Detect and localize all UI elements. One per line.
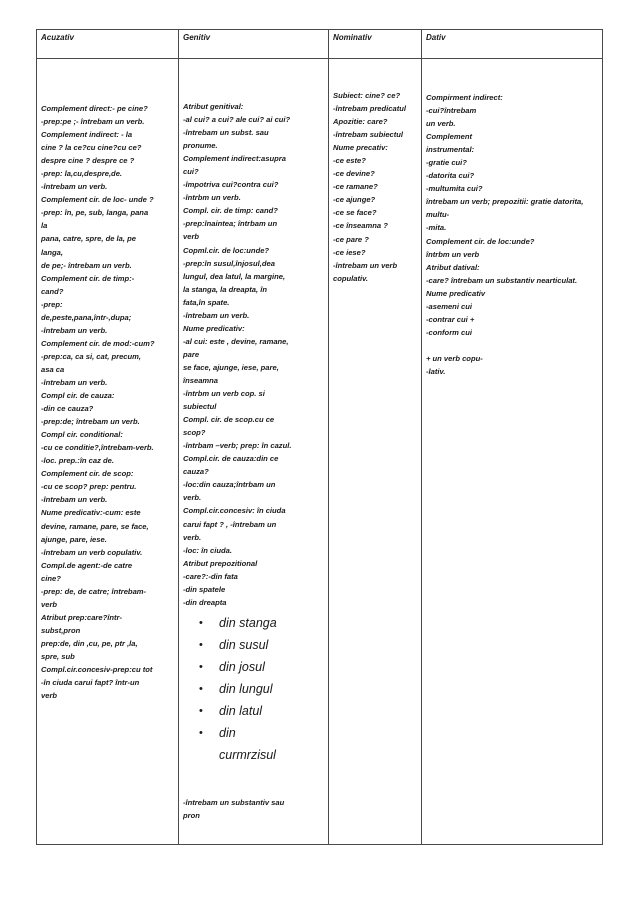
col2-line: Atribut genitival: [183, 102, 244, 111]
col1-line: -prep:pe ;- întrebam un verb. [41, 117, 145, 127]
col2-line: -întrbam –verb; prep: în cazul. [183, 441, 292, 451]
bullet-text: din [219, 725, 236, 740]
col4-line: -lativ. [426, 366, 446, 376]
col2-line: -prep:înaintea; întrbam un [183, 219, 278, 229]
col1-line: Complement direct:- pe cine? [41, 104, 148, 113]
col2_tail-line: pron [183, 810, 200, 820]
col2-line: Copml.cir. de loc:unde? [183, 245, 270, 255]
col1-line: devine, ramane, pare, se face, [41, 521, 149, 531]
col2-line: -al cui? a cui? ale cui? ai cui? [183, 115, 291, 125]
col4-line [426, 339, 599, 352]
col4-line: un verb. [426, 119, 456, 129]
col1-line: la [41, 221, 48, 231]
content-row [37, 59, 603, 845]
col2-line: verb. [183, 532, 202, 542]
bullet-text: din latul [219, 703, 263, 718]
col2-line: -al cui: este , devine, ramane, [183, 336, 289, 346]
bullet-dot-icon: • [199, 726, 203, 739]
col2-line: carui fapt ? , -întrebam un [183, 519, 277, 529]
col1-line: Compl cir. conditional: [41, 430, 123, 440]
col2-line: -împotriva cui?contra cui? [183, 180, 279, 190]
col4-line: + un verb copu- [426, 353, 483, 363]
col2-line: cauza? [183, 467, 209, 477]
col1-line: -din ce cauza? [41, 404, 94, 414]
col4-line: -cui?întrebam [426, 106, 477, 116]
col2-line: Compl.cir. de cauza:din ce [183, 454, 279, 464]
header-cell-genitiv [179, 30, 329, 59]
col2-line: -întrbm un verb cop. si [183, 389, 265, 399]
col2-line: pare [183, 349, 200, 359]
bullet-dot-icon: • [199, 660, 203, 673]
col1-line: -întrebam un verb. [41, 182, 108, 192]
genitiv-cell [179, 59, 329, 845]
header-nominativ: Nominativ [333, 33, 372, 42]
col1-line: ajunge, pare, iese. [41, 534, 107, 544]
col4-line: Complement [426, 132, 472, 142]
col3-line: -întrebam subiectul [333, 130, 404, 140]
col2-line: -prep:în susul,înjosul,dea [183, 258, 275, 268]
nominativ-column-text [329, 59, 421, 285]
col1-line: Complement cir. de mod:-cum? [41, 338, 155, 348]
col2-line: -întrbm un verb. [183, 193, 241, 203]
col1-line: cine ? la ce?cu cine?cu ce? [41, 143, 142, 153]
col1-line: -în ciuda carui fapt? într-un [41, 678, 140, 688]
col1-line: cine? [41, 573, 61, 583]
bullet-text: curmrzisul [219, 747, 276, 762]
col1-line: -prep: de, de catre; întrebam- [41, 586, 147, 596]
col1-line: Compl.cir.concesiv-prep:cu tot [41, 665, 153, 675]
col3-line: Apozitie: care? [333, 117, 388, 127]
bullet-dot-icon: • [199, 704, 203, 717]
col4-line: -multumita cui? [426, 184, 483, 194]
header-cell-acuzativ [37, 30, 179, 59]
col3-line: -întrebam predicatul [333, 104, 406, 114]
col2-line: -din spatele [183, 584, 226, 594]
col2-line: -loc: în ciuda. [183, 545, 232, 555]
header-row [37, 30, 603, 59]
col4-line: -conform cui [426, 327, 472, 337]
col1-line: -întrebam un verb. [41, 377, 108, 387]
bullet-dot-icon: • [199, 682, 203, 695]
bullet-text: din stanga [219, 615, 277, 630]
col4-line: -datorita cui? [426, 171, 475, 181]
nominativ-cell [329, 59, 422, 845]
col4-line: -care? întrebam un substantiv nearticulat. [426, 275, 578, 285]
col4-line: Nume predicativ [426, 288, 486, 298]
genitiv-column-text [179, 59, 328, 822]
col2-line: -care?:-din fata [183, 571, 238, 581]
col2-line: fata,în spate. [183, 297, 230, 307]
col2-line: verb [183, 232, 200, 242]
col2-line: Nume predicativ: [183, 323, 245, 333]
bullet-item [183, 678, 325, 700]
col1-line: Compl.de agent:-de catre [41, 560, 133, 570]
acuzativ-cell [37, 59, 179, 845]
col1-line: Complement cir. de scop: [41, 469, 134, 479]
col1-line: despre cine ? despre ce ? [41, 156, 135, 166]
col2-line: se face, ajunge, iese, pare, [183, 362, 279, 372]
col2-line: Atribut prepozitional [183, 558, 258, 568]
col2-line: cui? [183, 167, 199, 177]
col4-line: întrbm un verb [426, 249, 480, 259]
bullet-item [183, 700, 325, 722]
bullet-dot-icon: • [199, 616, 203, 629]
col1-line: -prep: în, pe, sub, langa, pana [41, 208, 149, 218]
header-genitiv: Genitiv [183, 33, 211, 42]
header-acuzativ: Acuzativ [41, 33, 74, 42]
col3-line: Subiect: cine? ce? [333, 91, 401, 100]
col2-line: -din dreapta [183, 597, 227, 607]
col3-line: Nume precativ: [333, 143, 388, 153]
col4-line: -mita. [426, 223, 447, 233]
bullet-item [183, 744, 325, 766]
col2-line: scop? [183, 428, 206, 438]
col1-line: Complement indirect: - la [41, 130, 133, 140]
col2-line: Compl. cir. de scop.cu ce [183, 415, 275, 425]
col1-line: prep:de, din ,cu, pe, ptr ,la, [41, 638, 138, 648]
col2-line: -loc:din cauza;întrbam un [183, 480, 276, 490]
col1-line: -cu ce scop? prep: pentru. [41, 482, 137, 492]
col1-line: -întrebam un verb. [41, 325, 108, 335]
col1-line: -cu ce conditie?,întrebam-verb. [41, 443, 154, 453]
col3-line: -întrebam un verb [333, 260, 398, 270]
col4-line: Complement cir. de loc:unde? [426, 236, 535, 246]
bullet-list [183, 612, 325, 766]
header-dativ: Dativ [426, 33, 446, 42]
col2-line: la stanga, la dreapta, în [183, 284, 267, 294]
bullet-item [183, 634, 325, 656]
col3-line: -ce devine? [333, 169, 375, 179]
bullet-text: din lungul [219, 681, 273, 696]
header-cell-nominativ [329, 30, 422, 59]
bullet-text: din susul [219, 637, 269, 652]
col2-line: Complement indirect:asupra [183, 154, 286, 164]
col4-line: -asemeni cui [426, 301, 473, 311]
col4-line: -contrar cui + [426, 314, 475, 324]
grammar-case-table [36, 29, 603, 845]
col1-line: de,peste,pana,într-,dupa; [41, 312, 132, 322]
col1-line: Nume predicativ:-cum: este [41, 508, 141, 518]
col1-line: subst,pron [41, 625, 81, 635]
col2_tail-line: -întrebam un substantiv sau [183, 797, 285, 807]
col1-line: verb [41, 599, 58, 609]
col3-line: -ce ramane? [333, 182, 378, 192]
bullet-text: din josul [219, 659, 265, 674]
col3-line: -ce este? [333, 156, 366, 166]
col2-line: subiectul [183, 402, 217, 412]
bullet-item [183, 722, 325, 744]
col4-line: întrebam un verb; prepozitii: gratie datorita, [426, 197, 584, 207]
dativ-cell [422, 59, 603, 845]
col3-line: -ce înseamna ? [333, 221, 388, 231]
col1-line: spre, sub [41, 651, 75, 661]
col2-line: verb. [183, 493, 202, 503]
col2-line: -întrebam un verb. [183, 310, 250, 320]
col2-line: lungul, dea latul, la margine, [183, 271, 286, 281]
col2-line: pronume. [183, 141, 218, 151]
col1-line: -loc. prep.:în caz de. [41, 456, 114, 466]
acuzativ-column-text [37, 59, 178, 702]
col4-line: instrumental: [426, 145, 475, 155]
col1-line: -prep: la,cu,despre,de. [41, 169, 123, 179]
col4-line: -gratie cui? [426, 158, 467, 168]
header-cell-dativ [422, 30, 603, 59]
col1-line: cand? [41, 286, 64, 296]
col1-line: Compl cir. de cauza: [41, 391, 115, 401]
col4-line: Atribut datival: [426, 262, 480, 272]
col1-line: Atribut prep:care?într- [41, 612, 123, 622]
col3-line: -ce ajunge? [333, 195, 376, 205]
bullet-item [183, 656, 325, 678]
col1-line: verb [41, 691, 58, 701]
col2-line: Compl. cir. de timp: cand? [183, 206, 278, 216]
col3-line: -ce se face? [333, 208, 377, 218]
bullet-item [183, 612, 325, 634]
col4-line: Compirment indirect: [426, 93, 503, 102]
col1-line: pana, catre, spre, de la, pe [41, 234, 136, 244]
col3-line: copulativ. [333, 273, 369, 283]
col3-line: -ce pare ? [333, 234, 369, 244]
col1-line: Complement cir. de loc- unde ? [41, 195, 154, 205]
col4-line: multu- [426, 210, 450, 220]
dativ-column-text [422, 59, 602, 378]
col1-line: -prep:de; întrebam un verb. [41, 417, 140, 427]
col1-line: -întrebam un verb. [41, 495, 108, 505]
col2-line: înseamna [183, 375, 219, 385]
bullet-dot-icon: • [199, 638, 203, 651]
col1-line: de pe;- întrebam un verb. [41, 260, 132, 270]
col1-line: -întrebam un verb copulativ. [41, 547, 143, 557]
col3-line: -ce iese? [333, 247, 366, 257]
col1-line: -prep: [41, 299, 63, 309]
col1-line: Complement cir. de timp:- [41, 273, 135, 283]
col1-line: asa ca [41, 364, 65, 374]
col2-line: -întrebam un subst. sau [183, 128, 269, 138]
spacer [183, 776, 325, 796]
col1-line: langa, [41, 247, 63, 257]
col2-line: Compl.cir.concesiv: în ciuda [183, 506, 286, 516]
col1-line: -prep:ca, ca si, cat, precum, [41, 351, 142, 361]
